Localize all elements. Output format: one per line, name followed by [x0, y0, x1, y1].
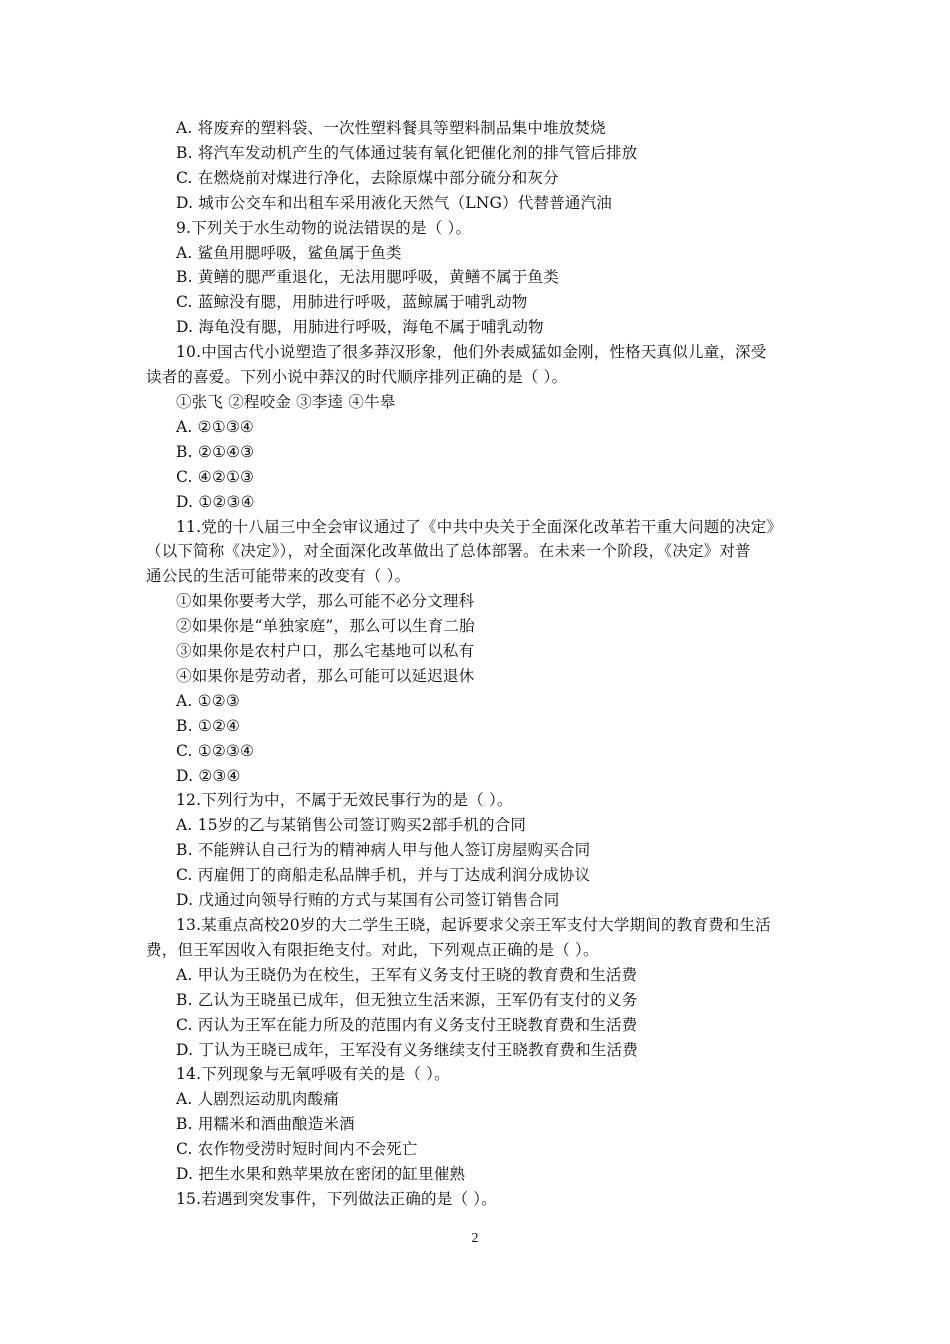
q10-option-d: D. ①②③④ [176, 492, 255, 511]
q10-items: ①张飞 ②程咬金 ③李逵 ④牛皋 [176, 392, 396, 411]
q14-option-a: A. 人剧烈运动肌肉酸痛 [176, 1090, 339, 1109]
q8-option-c: C. 在燃烧前对煤进行净化，去除原煤中部分硫分和灰分 [176, 168, 559, 187]
q13-option-b: B. 乙认为王晓虽已成年，但无独立生活来源，王军仍有支付的义务 [176, 990, 638, 1009]
q11-stem-line3: 通公民的生活可能带来的改变有（ ）。 [146, 567, 411, 586]
q10-stem-line1: 10.中国古代小说塑造了很多莽汉形象，他们外表威猛如金刚，性格天真似儿童，深受 [176, 343, 767, 362]
q15-stem: 15.若遇到突发事件，下列做法正确的是（ ）。 [176, 1189, 497, 1208]
q8-option-a: A. 将废弃的塑料袋、一次性塑料餐具等塑料制品集中堆放焚烧 [176, 119, 606, 137]
q14-option-b: B. 用糯米和酒曲酿造米酒 [176, 1115, 355, 1134]
q10-stem-line2: 读者的喜爱。下列小说中莽汉的时代顺序排列正确的是（ ）。 [146, 368, 568, 387]
q9-option-d: D. 海龟没有腮，用肺进行呼吸，海龟不属于哺乳动物 [176, 318, 544, 337]
q14-option-d: D. 把生水果和熟苹果放在密闭的缸里催熟 [176, 1165, 466, 1184]
q9-option-b: B. 黄鳝的腮严重退化，无法用腮呼吸，黄鳝不属于鱼类 [176, 268, 559, 287]
q10-option-c: C. ④②①③ [176, 467, 255, 486]
q11-item-2: ②如果你是“单独家庭”，那么可以生育二胎 [176, 617, 475, 636]
q13-option-a: A. 甲认为王晓仍为在校生，王军有义务支付王晓的教育费和生活费 [176, 965, 638, 984]
q11-stem-line2: （以下简称《决定》），对全面深化改革做出了总体部署。在未来一个阶段，《决定》对普 [146, 542, 751, 561]
q12-stem: 12.下列行为中，不属于无效民事行为的是（ ）。 [176, 791, 513, 810]
q11-option-a: A. ①②③ [176, 691, 240, 710]
q13-option-c: C. 丙认为王军在能力所及的范围内有义务支付王晓教育费和生活费 [176, 1015, 638, 1034]
q8-option-b: B. 将汽车发动机产生的气体通过装有氧化钯催化剂的排气管后排放 [176, 143, 638, 162]
q10-option-a: A. ②①③④ [176, 417, 255, 436]
q8-option-d: D. 城市公交车和出租车采用液化天然气（LNG）代替普通汽油 [176, 193, 612, 212]
q14-stem: 14.下列现象与无氧呼吸有关的是（ ）。 [176, 1065, 450, 1084]
q11-option-d: D. ②③④ [176, 766, 241, 785]
page-body [146, 116, 810, 1212]
q13-stem-line1: 13.某重点高校20岁的大二学生王晓，起诉要求父亲王军支付大学期间的教育费和生活 [176, 916, 771, 934]
q9-option-a: A. 鲨鱼用腮呼吸，鲨鱼属于鱼类 [176, 243, 402, 262]
q10-option-b: B. ②①④③ [176, 442, 255, 461]
q11-item-1: ①如果你要考大学，那么可能不必分文理科 [176, 592, 475, 611]
q13-option-d: D. 丁认为王晓已成年，王军没有义务继续支付王晓教育费和生活费 [176, 1040, 638, 1059]
q12-option-c: C. 丙雇佣丁的商船走私品牌手机，并与丁达成利润分成协议 [176, 866, 591, 885]
q12-option-d: D. 戊通过向领导行贿的方式与某国有公司签订销售合同 [176, 891, 560, 910]
page-number: 2 [471, 1231, 479, 1246]
q11-item-4: ④如果你是劳动者，那么可能可以延迟退休 [176, 666, 475, 685]
q13-stem-line2: 费，但王军因收入有限拒绝支付。对此，下列观点正确的是（ ）。 [146, 940, 599, 959]
q11-option-c: C. ①②③④ [176, 741, 255, 760]
q11-option-b: B. ①②④ [176, 716, 241, 735]
q12-option-b: B. 不能辨认自己行为的精神病人甲与他人签订房屋购买合同 [176, 841, 591, 860]
q11-item-3: ③如果你是农村户口，那么宅基地可以私有 [176, 642, 475, 661]
q11-stem-line1: 11.党的十八届三中全会审议通过了《中共中央关于全面深化改革若干重大问题的决定》 [176, 517, 783, 536]
q12-option-a: A. 15岁的乙与某销售公司签订购买2部手机的合同 [176, 816, 527, 835]
q9-option-c: C. 蓝鲸没有腮，用肺进行呼吸，蓝鲸属于哺乳动物 [176, 293, 528, 312]
q14-option-c: C. 农作物受涝时短时间内不会死亡 [176, 1140, 418, 1159]
q9-stem: 9.下列关于水生动物的说法错误的是（ ）。 [176, 218, 472, 237]
